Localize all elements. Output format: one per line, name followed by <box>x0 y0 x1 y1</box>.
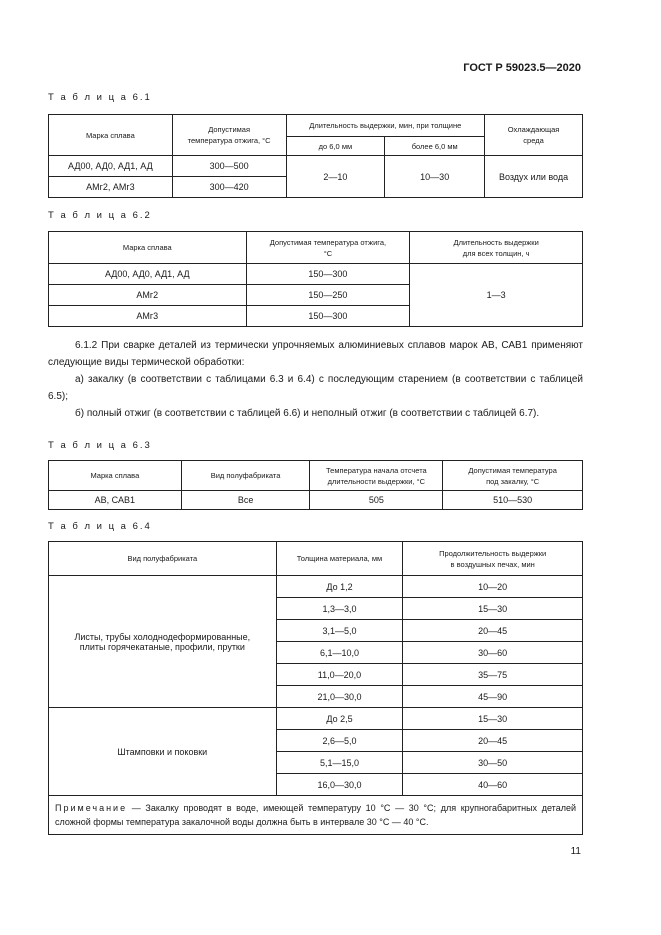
table-cell: 1,3—3,0 <box>276 598 403 620</box>
table-cell: 10—20 <box>403 576 583 598</box>
table-cell: АВ, САВ1 <box>49 491 182 510</box>
table-cell: 6,1—10,0 <box>276 642 403 664</box>
table-cell: 11,0—20,0 <box>276 664 403 686</box>
table-6-1-caption: Т а б л и ц а 6.1 <box>48 92 152 103</box>
table-cell: АМг2 <box>49 285 247 306</box>
header-duration: Продолжительность выдержки в воздушных печах, мин <box>403 542 583 576</box>
table-6-4 <box>48 541 583 835</box>
table-cell: 5,1—15,0 <box>276 752 403 774</box>
table-cell: 10—30 <box>385 156 485 198</box>
table-cell: 2,6—5,0 <box>276 730 403 752</box>
table-6-3-caption: Т а б л и ц а 6.3 <box>48 440 152 451</box>
table-cell: 40—60 <box>403 774 583 796</box>
paragraph-line: б) полный отжиг (в соответствии с таблицей 6.6) и неполный отжиг (в соответствии с таблицей 6.7). <box>75 408 540 419</box>
table-cell: 300—500 <box>172 156 286 177</box>
table-cell: 20—45 <box>403 730 583 752</box>
table-cell: Воздух или вода <box>485 156 583 198</box>
table-cell: 16,0—30,0 <box>276 774 403 796</box>
table-6-3 <box>48 460 583 510</box>
table-cell: До 1,2 <box>276 576 403 598</box>
header-temp: Допустимая температура отжига, °С <box>246 232 410 264</box>
table-cell: 20—45 <box>403 620 583 642</box>
note-text: — Закалку проводят в воде, имеющей температуру 10 °С — 30 °С; для крупногабаритных деталей сложной формы температура закалочной воды должна быть в интервале 30 °С — 40 °С. <box>55 803 576 827</box>
group-label: Штамповки и поковки <box>49 708 277 796</box>
table-6-1 <box>48 114 583 198</box>
table-note <box>49 796 583 835</box>
table-cell: 15—30 <box>403 598 583 620</box>
header-semi: Вид полуфабриката <box>181 461 310 491</box>
table-cell: 300—420 <box>172 177 286 198</box>
table-cell: 510—530 <box>443 491 583 510</box>
header-start-temp: Температура начала отсчета длительности выдержки, °С <box>310 461 443 491</box>
header-semi: Вид полуфабриката <box>49 542 277 576</box>
header-duration: Длительность выдержки, мин, при толщине <box>286 115 485 137</box>
table-6-2-caption: Т а б л и ц а 6.2 <box>48 210 152 221</box>
body-paragraph <box>48 337 583 422</box>
table-cell: 45—90 <box>403 686 583 708</box>
header-quench-temp: Допустимая температура под закалку, °С <box>443 461 583 491</box>
header-thick: более 6,0 мм <box>385 137 485 156</box>
note-label: Примечание <box>55 803 128 813</box>
header-grade: Марка сплава <box>49 461 182 491</box>
table-cell: АМг2, АМг3 <box>49 177 173 198</box>
header-duration: Длительность выдержки для всех толщин, ч <box>410 232 583 264</box>
table-cell: 150—300 <box>246 264 410 285</box>
table-cell: 150—300 <box>246 306 410 327</box>
table-cell: 15—30 <box>403 708 583 730</box>
group-label: Листы, трубы холоднодеформированные, плиты горячекатаные, профили, прутки <box>49 576 277 708</box>
table-cell: 1—3 <box>410 264 583 327</box>
paragraph-line: 6.1.2 При сварке деталей из термически упрочняемых алюминиевых сплавов марок АВ, САВ1 применяют следующие виды термической обработки: <box>48 340 583 368</box>
header-temp: Допустимая температура отжига, °С <box>172 115 286 156</box>
table-cell: 35—75 <box>403 664 583 686</box>
table-cell: АМг3 <box>49 306 247 327</box>
table-cell: АД00, АД0, АД1, АД <box>49 156 173 177</box>
table-cell: До 2,5 <box>276 708 403 730</box>
header-cooling: Охлаждающая среда <box>485 115 583 156</box>
header-thin: до 6,0 мм <box>286 137 385 156</box>
table-cell: Все <box>181 491 310 510</box>
page-number: 11 <box>570 846 581 857</box>
table-cell: 30—60 <box>403 642 583 664</box>
table-6-4-caption: Т а б л и ц а 6.4 <box>48 521 152 532</box>
document-header: ГОСТ Р 59023.5—2020 <box>463 62 581 74</box>
header-grade: Марка сплава <box>49 232 247 264</box>
table-cell: 150—250 <box>246 285 410 306</box>
table-cell: 3,1—5,0 <box>276 620 403 642</box>
header-thickness: Толщина материала, мм <box>276 542 403 576</box>
table-cell: АД00, АД0, АД1, АД <box>49 264 247 285</box>
paragraph-line: а) закалку (в соответствии с таблицами 6.3 и 6.4) с последующим старением (в соответствии с таблицей 6.5); <box>48 374 583 402</box>
table-6-2 <box>48 231 583 327</box>
table-cell: 30—50 <box>403 752 583 774</box>
table-cell: 505 <box>310 491 443 510</box>
table-cell: 21,0—30,0 <box>276 686 403 708</box>
header-grade: Марка сплава <box>49 115 173 156</box>
table-cell: 2—10 <box>286 156 385 198</box>
